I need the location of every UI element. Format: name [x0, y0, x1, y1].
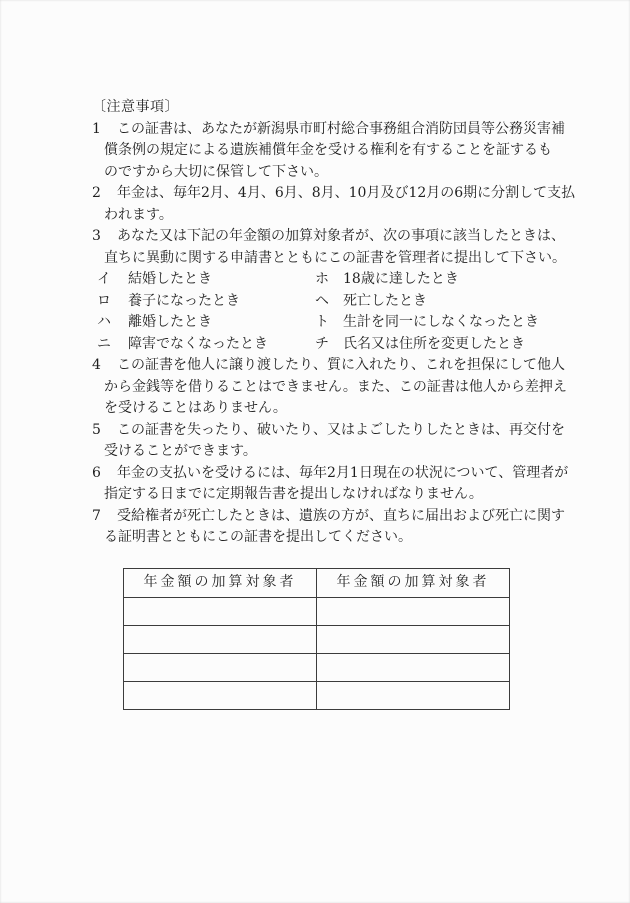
sub-row: [92, 312, 564, 334]
sub-text: 養子になったとき: [128, 292, 240, 309]
table-cell: [317, 626, 510, 654]
item-line: 年金の支払いを受けるには、毎年2月1日現在の状況について、管理者が: [117, 464, 569, 481]
table-header-cell: 年金額の加算対象者: [317, 569, 510, 598]
sub-row: [92, 334, 564, 356]
sub-text: 離婚したとき: [128, 314, 212, 330]
sub-letter: ハ: [97, 314, 111, 330]
table-row: [124, 682, 510, 710]
table-cell: [317, 682, 510, 710]
notice-item-1: [92, 119, 564, 184]
item-line: 直ちに異動に関する申請書とともにこの証書を管理者に提出して下さい。: [104, 249, 566, 266]
notice-item-2: [92, 183, 576, 226]
item-line: 受給権者が死亡したときは、遺族の方が、直ちに届出および死亡に関す: [117, 507, 565, 524]
notice-item-4: [92, 355, 567, 420]
sub-letter: ニ: [97, 335, 111, 352]
table-header-cell: 年金額の加算対象者: [124, 569, 317, 598]
addendum-table: [123, 568, 510, 710]
item-number: 1: [92, 120, 101, 137]
sub-letter: ロ: [97, 292, 111, 309]
sub-text: 死亡したとき: [343, 292, 427, 309]
item-number: 2: [92, 185, 101, 201]
notice-section: [92, 97, 576, 549]
table-cell: [124, 654, 317, 682]
sub-text: 氏名又は住所を変更したとき: [343, 335, 525, 352]
table-row: [124, 626, 510, 654]
notice-item-6: [92, 463, 569, 506]
item-line: 年金は、毎年2月、4月、6月、8月、10月及び12月の6期に分割して支払: [117, 185, 576, 201]
item-line: る証明書とともにこの証書を提出してください。: [104, 529, 412, 545]
table-row: [124, 598, 510, 626]
sub-list: [92, 269, 564, 355]
sub-text: 18歳に達したとき: [343, 271, 459, 287]
item-line: この証書は、あなたが新潟県市町村総合事務組合消防団員等公務災害補: [117, 120, 565, 137]
item-number: 3: [92, 228, 101, 244]
table-cell: [317, 654, 510, 682]
table-row: [124, 654, 510, 682]
item-line: から金銭等を借りることはできません。また、この証書は他人から差押え: [104, 378, 567, 395]
sub-text: 障害でなくなったとき: [128, 335, 268, 352]
item-line: この証書を失ったり、破いたり、又はよごしたりしたときは、再交付を: [117, 421, 565, 438]
sub-letter: ト: [315, 314, 329, 330]
sub-row: [92, 291, 564, 313]
item-line: この証書を他人に譲り渡したり、質に入れたり、これを担保にして他人: [117, 357, 565, 373]
item-line: われます。: [104, 206, 173, 223]
table-cell: [317, 598, 510, 626]
notice-item-5: [92, 420, 564, 463]
sub-letter: ヘ: [315, 292, 329, 309]
item-number: 7: [92, 507, 101, 524]
item-number: 5: [92, 421, 101, 438]
item-number: 6: [92, 464, 101, 481]
sub-letter: ホ: [315, 271, 329, 287]
item-line: のですから大切に保管して下さい。: [104, 163, 328, 180]
notice-item-7: [92, 506, 564, 549]
item-line: 償条例の規定による遺族補償年金を受ける権利を有することを証するも: [104, 142, 552, 158]
sub-letter: チ: [315, 335, 329, 352]
table-cell: [124, 598, 317, 626]
notice-title: 〔注意事項〕: [92, 99, 179, 115]
item-line: 受けることができます。: [104, 443, 257, 459]
sub-letter: イ: [97, 271, 111, 287]
table-cell: [124, 626, 317, 654]
item-number: 4: [92, 357, 101, 373]
table-cell: [124, 682, 317, 710]
sub-text: 結婚したとき: [128, 271, 212, 287]
notice-item-3: [92, 226, 564, 269]
sub-text: 生計を同一にしなくなったとき: [343, 314, 539, 330]
sub-row: [92, 269, 564, 291]
item-line: 指定する日までに定期報告書を提出しなければなりません。: [104, 486, 483, 502]
table-header-row: [124, 569, 510, 598]
item-line: あなた又は下記の年金額の加算対象者が、次の事項に該当したときは、: [117, 228, 565, 244]
item-line: を受けることはありません。: [104, 400, 287, 416]
